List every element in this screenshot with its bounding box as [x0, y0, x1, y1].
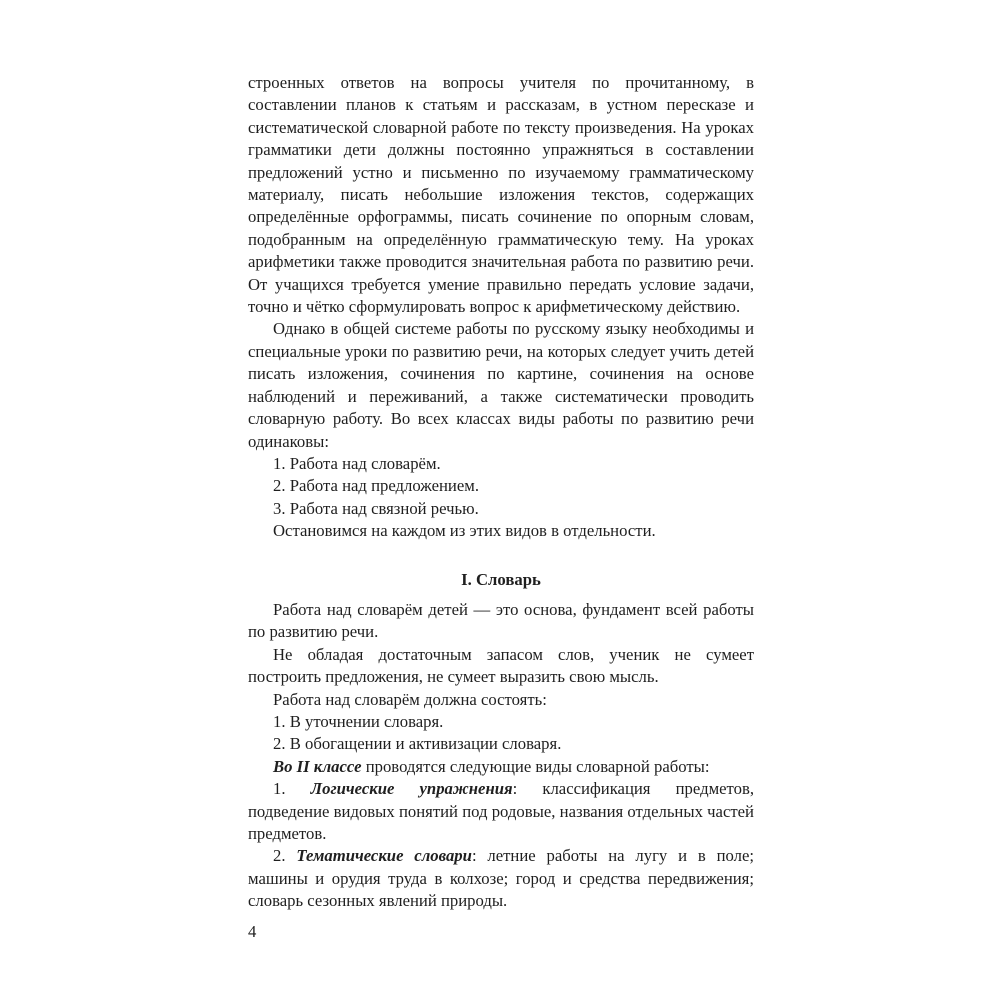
- numbered-paragraph-2: [248, 845, 754, 912]
- emphasis-text: Во II классе: [273, 756, 362, 776]
- paragraph-4: Работа над словарём детей — это основа, фундамент всей работы по развитию речи.: [248, 599, 754, 642]
- list-item: 3. Работа над связной речью.: [273, 498, 479, 518]
- page-body: [248, 72, 754, 913]
- emphasis-text: Тематические словари: [296, 846, 472, 866]
- page-number: 4: [248, 922, 257, 941]
- spacer: [248, 543, 754, 567]
- numbered-paragraph-1: [248, 778, 754, 845]
- paragraph-2: Однако в общей системе работы по русскому языку необходимы и специальные уроки по развитию речи, на которых следует учить детей писать изложения, сочинения по картине, сочинения на основе наблюдений и переживаний, а также систематически проводить словарную работу. Во всех классах виды работы по развитию речи одинаковы:: [248, 319, 754, 451]
- paragraph-text: : классификация предметов, подведение видовых понятий под родовые, названия отдельных частей предметов.: [248, 779, 754, 843]
- paragraph-6: Работа над словарём должна состоять:: [273, 689, 547, 709]
- item-number: 2.: [273, 846, 297, 866]
- paragraph-5: Не обладая достаточным запасом слов, ученик не сумеет построить предложения, не сумеет выразить свою мысль.: [248, 644, 754, 687]
- list-item: 2. Работа над предложением.: [273, 476, 479, 496]
- list-item: 1. Работа над словарём.: [273, 453, 441, 473]
- emphasis-text: Логические упражнения: [310, 779, 513, 799]
- item-number: 1.: [273, 779, 311, 799]
- paragraph-text: проводятся следующие виды словарной работы:: [361, 756, 710, 776]
- paragraph-3: Остановимся на каждом из этих видов в отдельности.: [273, 521, 656, 541]
- paragraph-text: : летние работы на лугу и в поле; машины и орудия труда в колхозе; город и средства передвижения; словарь сезонных явлений природы.: [248, 846, 755, 911]
- list-item: 2. В обогащении и активизации словаря.: [273, 734, 562, 754]
- paragraph-7: [248, 756, 754, 778]
- paragraph-1: строенных ответов на вопросы учителя по прочитанному, в составлении планов к статьям и рассказам, в устном пересказе и систематической словарной работе по тексту произведения. На уроках грамматики дети должны постоянно упражняться в составлении предложений устно и письменно по изучаемому грамматическому материалу, писать небольшие изложения текстов, содержащих определённые орфограммы, писать сочинение по опорным словам, подобранным на определённую грамматическую тему. На уроках арифметики также проводится значительная работа по развитию речи. От учащихся требуется умение правильно передать условие задачи, точно и чётко сформулировать вопрос к арифметическому действию.: [248, 73, 754, 317]
- section-heading: I. Словарь: [461, 569, 541, 589]
- list-item: 1. В уточнении словаря.: [273, 711, 444, 731]
